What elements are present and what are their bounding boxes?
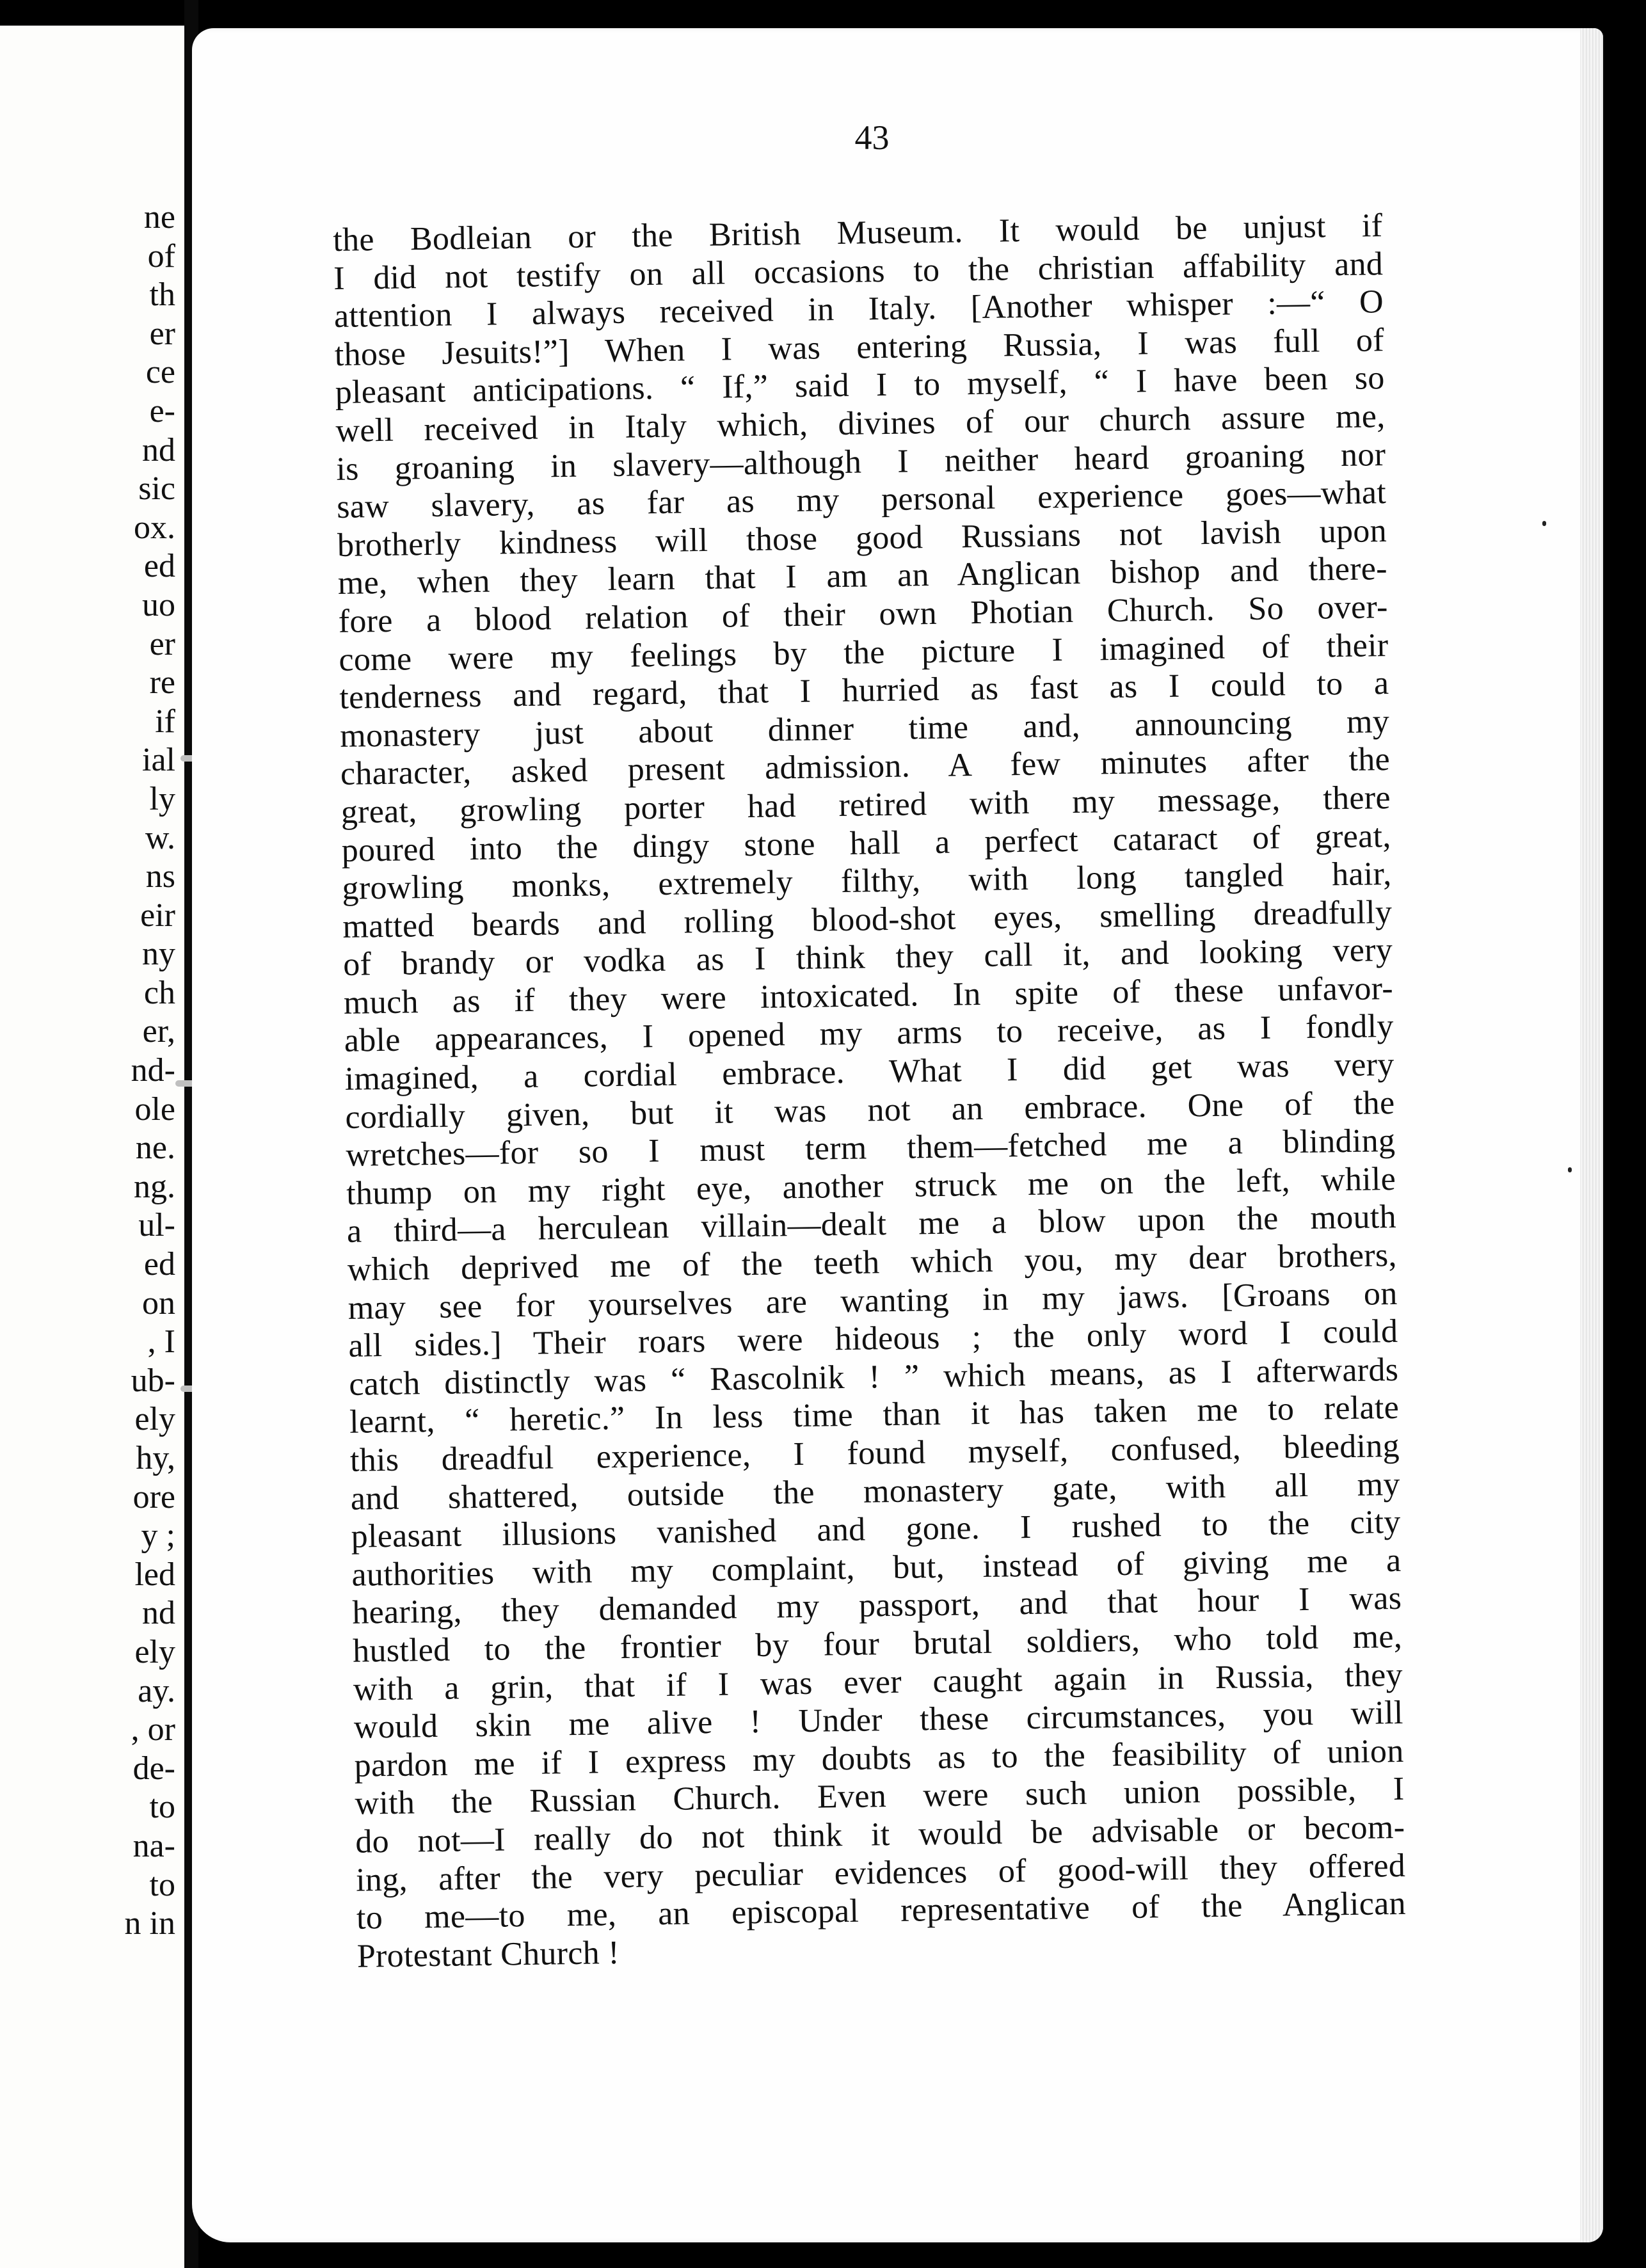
page-number: 43 — [854, 118, 890, 157]
text-line: hearing, they demanded my passport, and that hour I was — [351, 1580, 1402, 1632]
text-line: all sides.] Their roars were hideous ; the only word I could — [348, 1313, 1398, 1365]
text-line: the Bodleian or the British Museum. It would be unjust if — [333, 207, 1383, 259]
text-line: pleasant illusions vanished and gone. I rushed to the city — [351, 1504, 1401, 1555]
previous-page-line: ed — [143, 548, 175, 585]
text-line: would skin me alive ! Under these circumstances, you will — [353, 1695, 1404, 1746]
text-line: with the Russian Church. Even were such union possible, I — [355, 1771, 1405, 1823]
previous-page — [0, 26, 184, 2268]
text-line: ing, after the very peculiar evidences of good-will they offered — [355, 1847, 1406, 1899]
text-line: attention I always received in Italy. [Another whisper :—“ O — [333, 284, 1384, 335]
text-line: is groaning in slavery—although I neither heard groaning nor — [336, 436, 1386, 488]
previous-page-line: if — [155, 703, 175, 740]
text-line: monastery just about dinner time and, announcing my — [339, 703, 1390, 755]
text-line: pardon me if I express my doubts as to the feasibility of union — [354, 1732, 1404, 1784]
previous-page-line: er — [149, 315, 175, 352]
previous-page-line: nd — [142, 1595, 175, 1632]
previous-page-line: ne. — [135, 1130, 175, 1167]
previous-page-line: re — [149, 664, 175, 701]
text-line: great, growling porter had retired with my message, there — [340, 779, 1391, 831]
previous-page-line: ng. — [134, 1168, 175, 1205]
text-line: matted beards and rolling blood-shot eyes, smelling dreadfully — [342, 893, 1393, 945]
text-line: thump on my right eye, another struck me on the left, while — [346, 1160, 1396, 1212]
previous-page-line: w. — [145, 819, 175, 856]
previous-page-line: hy, — [136, 1440, 175, 1476]
text-line: and shattered, outside the monastery gate, with all my — [350, 1465, 1401, 1517]
previous-page-text — [125, 198, 175, 1944]
text-line: learnt, “ heretic.” In less time than it has taken me to relate — [349, 1389, 1400, 1441]
previous-page-line: ly — [149, 780, 175, 817]
previous-page-line: to — [149, 1789, 175, 1826]
text-line: cordially given, but it was not an embrace. One of the — [345, 1084, 1395, 1136]
text-line: this dreadful experience, I found myself, confused, bleeding — [349, 1427, 1400, 1479]
text-line: which deprived me of the teeth which you, my dear brothers, — [347, 1236, 1398, 1288]
previous-page-line: led — [134, 1556, 175, 1593]
text-line: poured into the dingy stone hall a perfect cataract of great, — [341, 817, 1391, 869]
previous-page-line: ns — [145, 858, 175, 895]
ink-speck — [1542, 521, 1546, 526]
previous-page-line: , or — [131, 1711, 175, 1748]
page-body-text — [333, 207, 1407, 1976]
previous-page-line: de- — [132, 1750, 175, 1787]
text-line: I did not testify on all occasions to the christian affability and — [333, 245, 1384, 297]
text-line: saw slavery, as far as my personal experience goes—what — [336, 474, 1387, 526]
previous-page-line: th — [149, 276, 175, 314]
previous-page-line: ny — [142, 936, 175, 973]
previous-page-line: sic — [138, 470, 175, 507]
previous-page-line: ox. — [134, 509, 175, 546]
previous-page-line: ely — [134, 1633, 175, 1670]
text-line: wretches—for so I must term them—fetched me a blinding — [345, 1122, 1396, 1174]
text-line: growling monks, extremely filthy, with long tangled hair, — [342, 856, 1392, 907]
text-line: Protestant Church ! — [356, 1934, 620, 1975]
text-line: hustled to the frontier by four brutal soldiers, who told me, — [352, 1618, 1403, 1670]
previous-page-line: n in — [124, 1905, 175, 1942]
text-line: with a grin, that if I was ever caught again in Russia, they — [353, 1656, 1403, 1708]
previous-page-line: ed — [143, 1246, 175, 1283]
text-line: a third—a herculean villain—dealt me a blow upon the mouth — [346, 1199, 1397, 1250]
previous-page-line: y ; — [141, 1517, 175, 1554]
text-line: of brandy or vodka as I think they call it, and looking very — [342, 932, 1393, 984]
previous-page-line: ch — [143, 974, 175, 1011]
text-line: authorities with my complaint, but, instead of giving me a — [351, 1542, 1402, 1593]
previous-page-line: ay. — [138, 1672, 175, 1709]
previous-page-line: ul- — [138, 1207, 175, 1244]
previous-page-line: nd- — [131, 1052, 175, 1089]
text-line: come were my feelings by the picture I imagined of their — [339, 627, 1389, 678]
text-line: brotherly kindness will those good Russians not lavish upon — [337, 512, 1387, 564]
book-page — [192, 28, 1603, 2242]
text-line: fore a blood relation of their own Photian Church. So over- — [338, 588, 1388, 640]
text-line: well received in Italy which, divines of our church assure me, — [335, 398, 1386, 449]
text-line: much as if they were intoxicated. In spite of these unfavor- — [343, 970, 1394, 1021]
text-line: those Jesuits!”] When I was entering Russia, I was full of — [334, 321, 1385, 373]
previous-page-line: er — [149, 625, 175, 662]
previous-page-line: ce — [145, 354, 175, 391]
previous-page-line: ely — [134, 1401, 175, 1438]
previous-page-line: eir — [140, 897, 175, 934]
previous-page-line: er, — [142, 1013, 175, 1050]
previous-page-line: of — [147, 237, 175, 275]
previous-page-line: to — [149, 1866, 175, 1903]
previous-page-line: nd — [142, 431, 175, 468]
ink-speck — [1568, 1167, 1572, 1172]
previous-page-line: ole — [134, 1090, 175, 1128]
text-line: pleasant anticipations. “ If,” said I to myself, “ I have been so — [335, 360, 1385, 411]
text-line: character, asked present admission. A few minutes after the — [340, 741, 1391, 793]
page-edge — [1580, 28, 1603, 2242]
previous-page-line: ore — [132, 1478, 175, 1515]
text-line: able appearances, I opened my arms to receive, as I fondly — [344, 1008, 1394, 1060]
previous-page-line: e- — [149, 392, 175, 429]
previous-page-line: ne — [143, 199, 175, 236]
previous-page-line: na- — [132, 1827, 175, 1864]
text-line: tenderness and regard, that I hurried as fast as I could to a — [339, 665, 1389, 717]
previous-page-line: uo — [142, 586, 175, 623]
text-line: may see for yourselves are wanting in my jaws. [Groans on — [348, 1275, 1398, 1327]
previous-page-line: on — [142, 1284, 175, 1322]
text-line: to me—to me, an episcopal representative of the Anglican — [356, 1885, 1407, 1937]
previous-page-line: ial — [142, 742, 175, 779]
text-line: catch distinctly was “ Rascolnik ! ” which means, as I afterwards — [348, 1351, 1399, 1403]
text-line: imagined, a cordial embrace. What I did get was very — [344, 1046, 1394, 1098]
previous-page-line: ub- — [131, 1362, 175, 1399]
text-line: me, when they learn that I am an Anglican bishop and there- — [337, 550, 1388, 602]
text-line: do not—I really do not think it would be advisable or becom- — [355, 1809, 1405, 1860]
previous-page-line: , I — [147, 1323, 175, 1361]
